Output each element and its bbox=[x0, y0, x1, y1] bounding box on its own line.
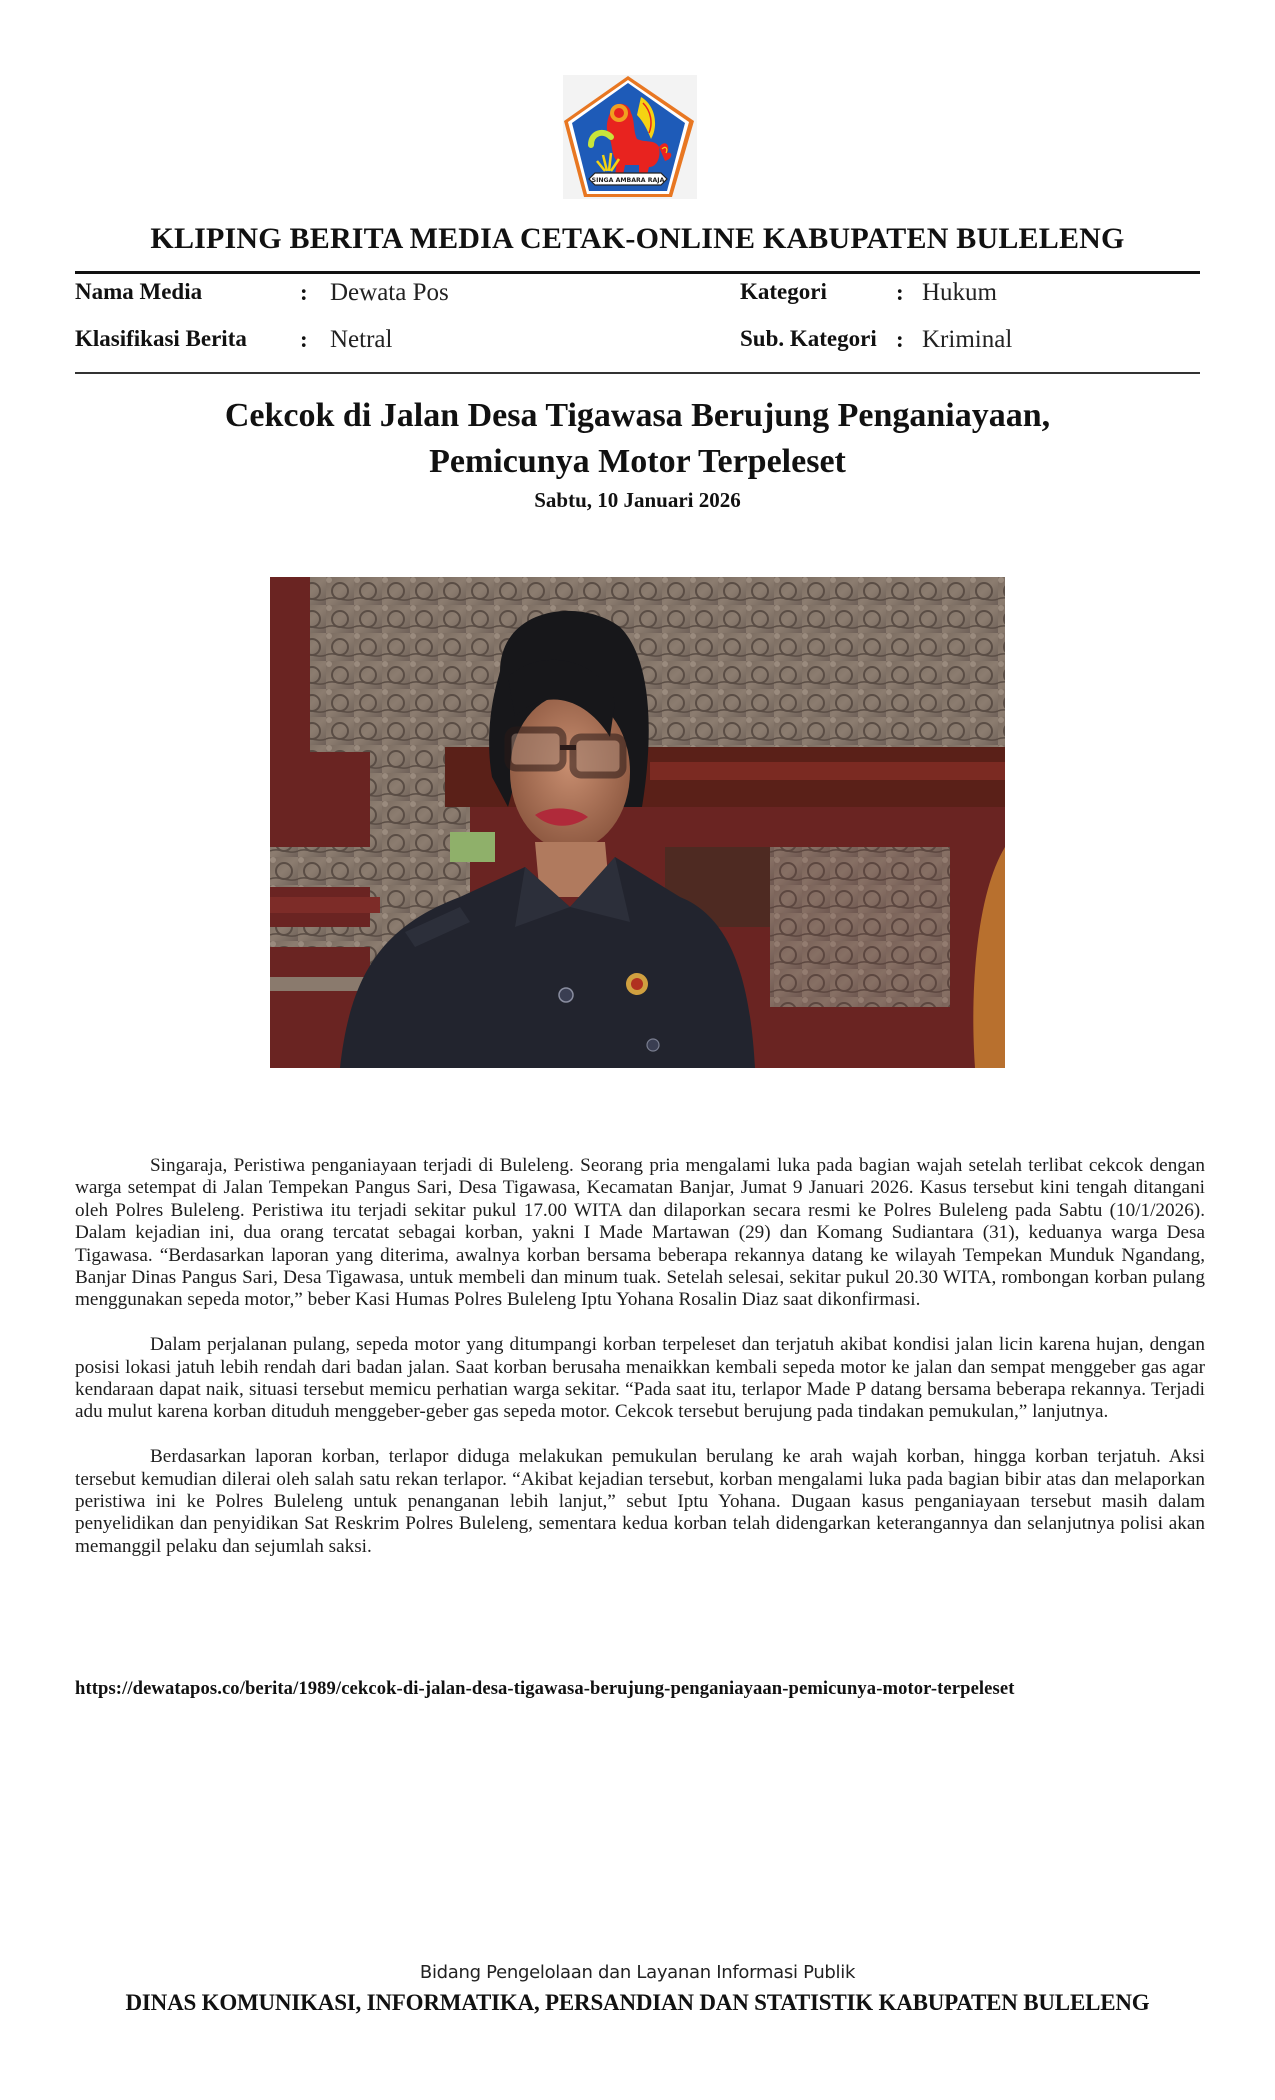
document-title: KLIPING BERITA MEDIA CETAK-ONLINE KABUPATEN BULELENG bbox=[150, 222, 1125, 255]
article-paragraph: Berdasarkan laporan korban, terlapor diduga melakukan pemukulan berulang ke arah wajah korban, hingga korban terjatuh. Aksi tersebut kemudian dilerai oleh salah satu rekan terlapor. “Akibat kejadian tersebut, korban mengalami luka pada bagian bibir atas dan melaporkan peristiwa ini ke Polres Buleleng untuk penanganan lebih lanjut,” sebut Iptu Yohana. Dugaan kasus penganiayaan tersebut masih dalam penyelidikan dan penyidikan Sat Reskrim Polres Buleleng, sementara kedua korban telah didengarkan keterangannya dan selanjutnya polisi akan memanggil pelaku dan sejumlah saksi. bbox=[75, 1446, 1205, 1557]
article-headline-line-1: Cekcok di Jalan Desa Tigawasa Berujung Penganiayaan, bbox=[224, 397, 1051, 434]
meta-value-media-name: Dewata Pos bbox=[330, 279, 449, 306]
article-paragraph: Dalam perjalanan pulang, sepeda motor yang ditumpangi korban terpeleset dan terjatuh akibat kondisi jalan licin karena hujan, dengan posisi lokasi jatuh lebih rendah dari badan jalan. Saat korban berusaha menaikkan kembali sepeda motor ke jalan dan sempat menggeber gas agar kendaraan dapat naik, situasi tersebut memicu perhatian warga sekitar. “Pada saat itu, terlapor Made P datang bersama beberapa rekannya. Terjadi adu mulut karena korban dituduh menggeber-geber gas sepeda motor. Cekcok tersebut berujung pada tindakan pemukulan,” lanjutnya. bbox=[75, 1334, 1205, 1423]
article-paragraph: Singaraja, Peristiwa penganiayaan terjadi di Buleleng. Seorang pria mengalami luka pada bagian wajah setelah terlibat cekcok dengan warga setempat di Jalan Tempekan Pangus Sari, Desa Tigawasa, Kecamatan Banjar, Jumat 9 Januari 2026. Kasus tersebut kini tengah ditangani oleh Polres Buleleng. Peristiwa itu terjadi sekitar pukul 17.00 WITA dan dilaporkan secara resmi ke Polres Buleleng pada Sabtu (10/1/2026). Dalam kejadian ini, dua orang tercatat sebagai korban, yakni I Made Martawan (29) dan Komang Sudiantara (31), keduanya warga Desa Tigawasa. “Berdasarkan laporan yang diterima, awalnya korban bersama beberapa rekannya datang ke wilayah Tempekan Munduk Ngandang, Banjar Dinas Pangus Sari, Desa Tigawasa, untuk membeli dan minum tuak. Setelah selesai, sekitar pukul 20.30 WITA, rombongan korban pulang menggunakan sepeda motor,” beber Kasi Humas Polres Buleleng Iptu Yohana Rosalin Diaz saat dikonfirmasi. bbox=[75, 1155, 1205, 1311]
singa-ambara-raja-emblem-icon bbox=[563, 75, 697, 199]
source-url-link[interactable]: https://dewatapos.co/berita/1989/cekcok-di-jalan-desa-tigawasa-berujung-penganiayaan-pemicunya-motor-terpeleset bbox=[75, 1678, 1015, 1699]
meta-value-category: Hukum bbox=[922, 279, 997, 306]
meta-colon: : bbox=[896, 327, 904, 352]
article-photo bbox=[270, 577, 1005, 1068]
meta-value-sub-category: Kriminal bbox=[922, 326, 1013, 353]
header-divider-top bbox=[75, 271, 1200, 274]
article-headline-line-2: Pemicunya Motor Terpeleset bbox=[429, 443, 846, 480]
regency-logo bbox=[563, 75, 697, 199]
meta-label-news-classification: Klasifikasi Berita bbox=[75, 326, 247, 351]
meta-colon: : bbox=[300, 327, 308, 352]
svg-text:SINGA AMBARA RAJA: SINGA AMBARA RAJA bbox=[591, 177, 665, 184]
news-photo-icon bbox=[270, 577, 1005, 1068]
header-divider-bottom bbox=[75, 372, 1200, 374]
meta-label-category: Kategori bbox=[740, 279, 827, 304]
meta-colon: : bbox=[896, 280, 904, 305]
meta-colon: : bbox=[300, 280, 308, 305]
footer-division-name: Bidang Pengelolaan dan Layanan Informasi Publik bbox=[419, 1962, 856, 1983]
meta-label-sub-category: Sub. Kategori bbox=[740, 326, 877, 351]
article-date: Sabtu, 10 Januari 2026 bbox=[534, 488, 741, 512]
meta-label-media-name: Nama Media bbox=[75, 279, 203, 304]
meta-value-news-classification: Netral bbox=[330, 326, 393, 353]
footer-agency-name: DINAS KOMUNIKASI, INFORMATIKA, PERSANDIAN DAN STATISTIK KABUPATEN BULELENG bbox=[125, 1990, 1150, 2015]
article-body bbox=[75, 1155, 1205, 1581]
